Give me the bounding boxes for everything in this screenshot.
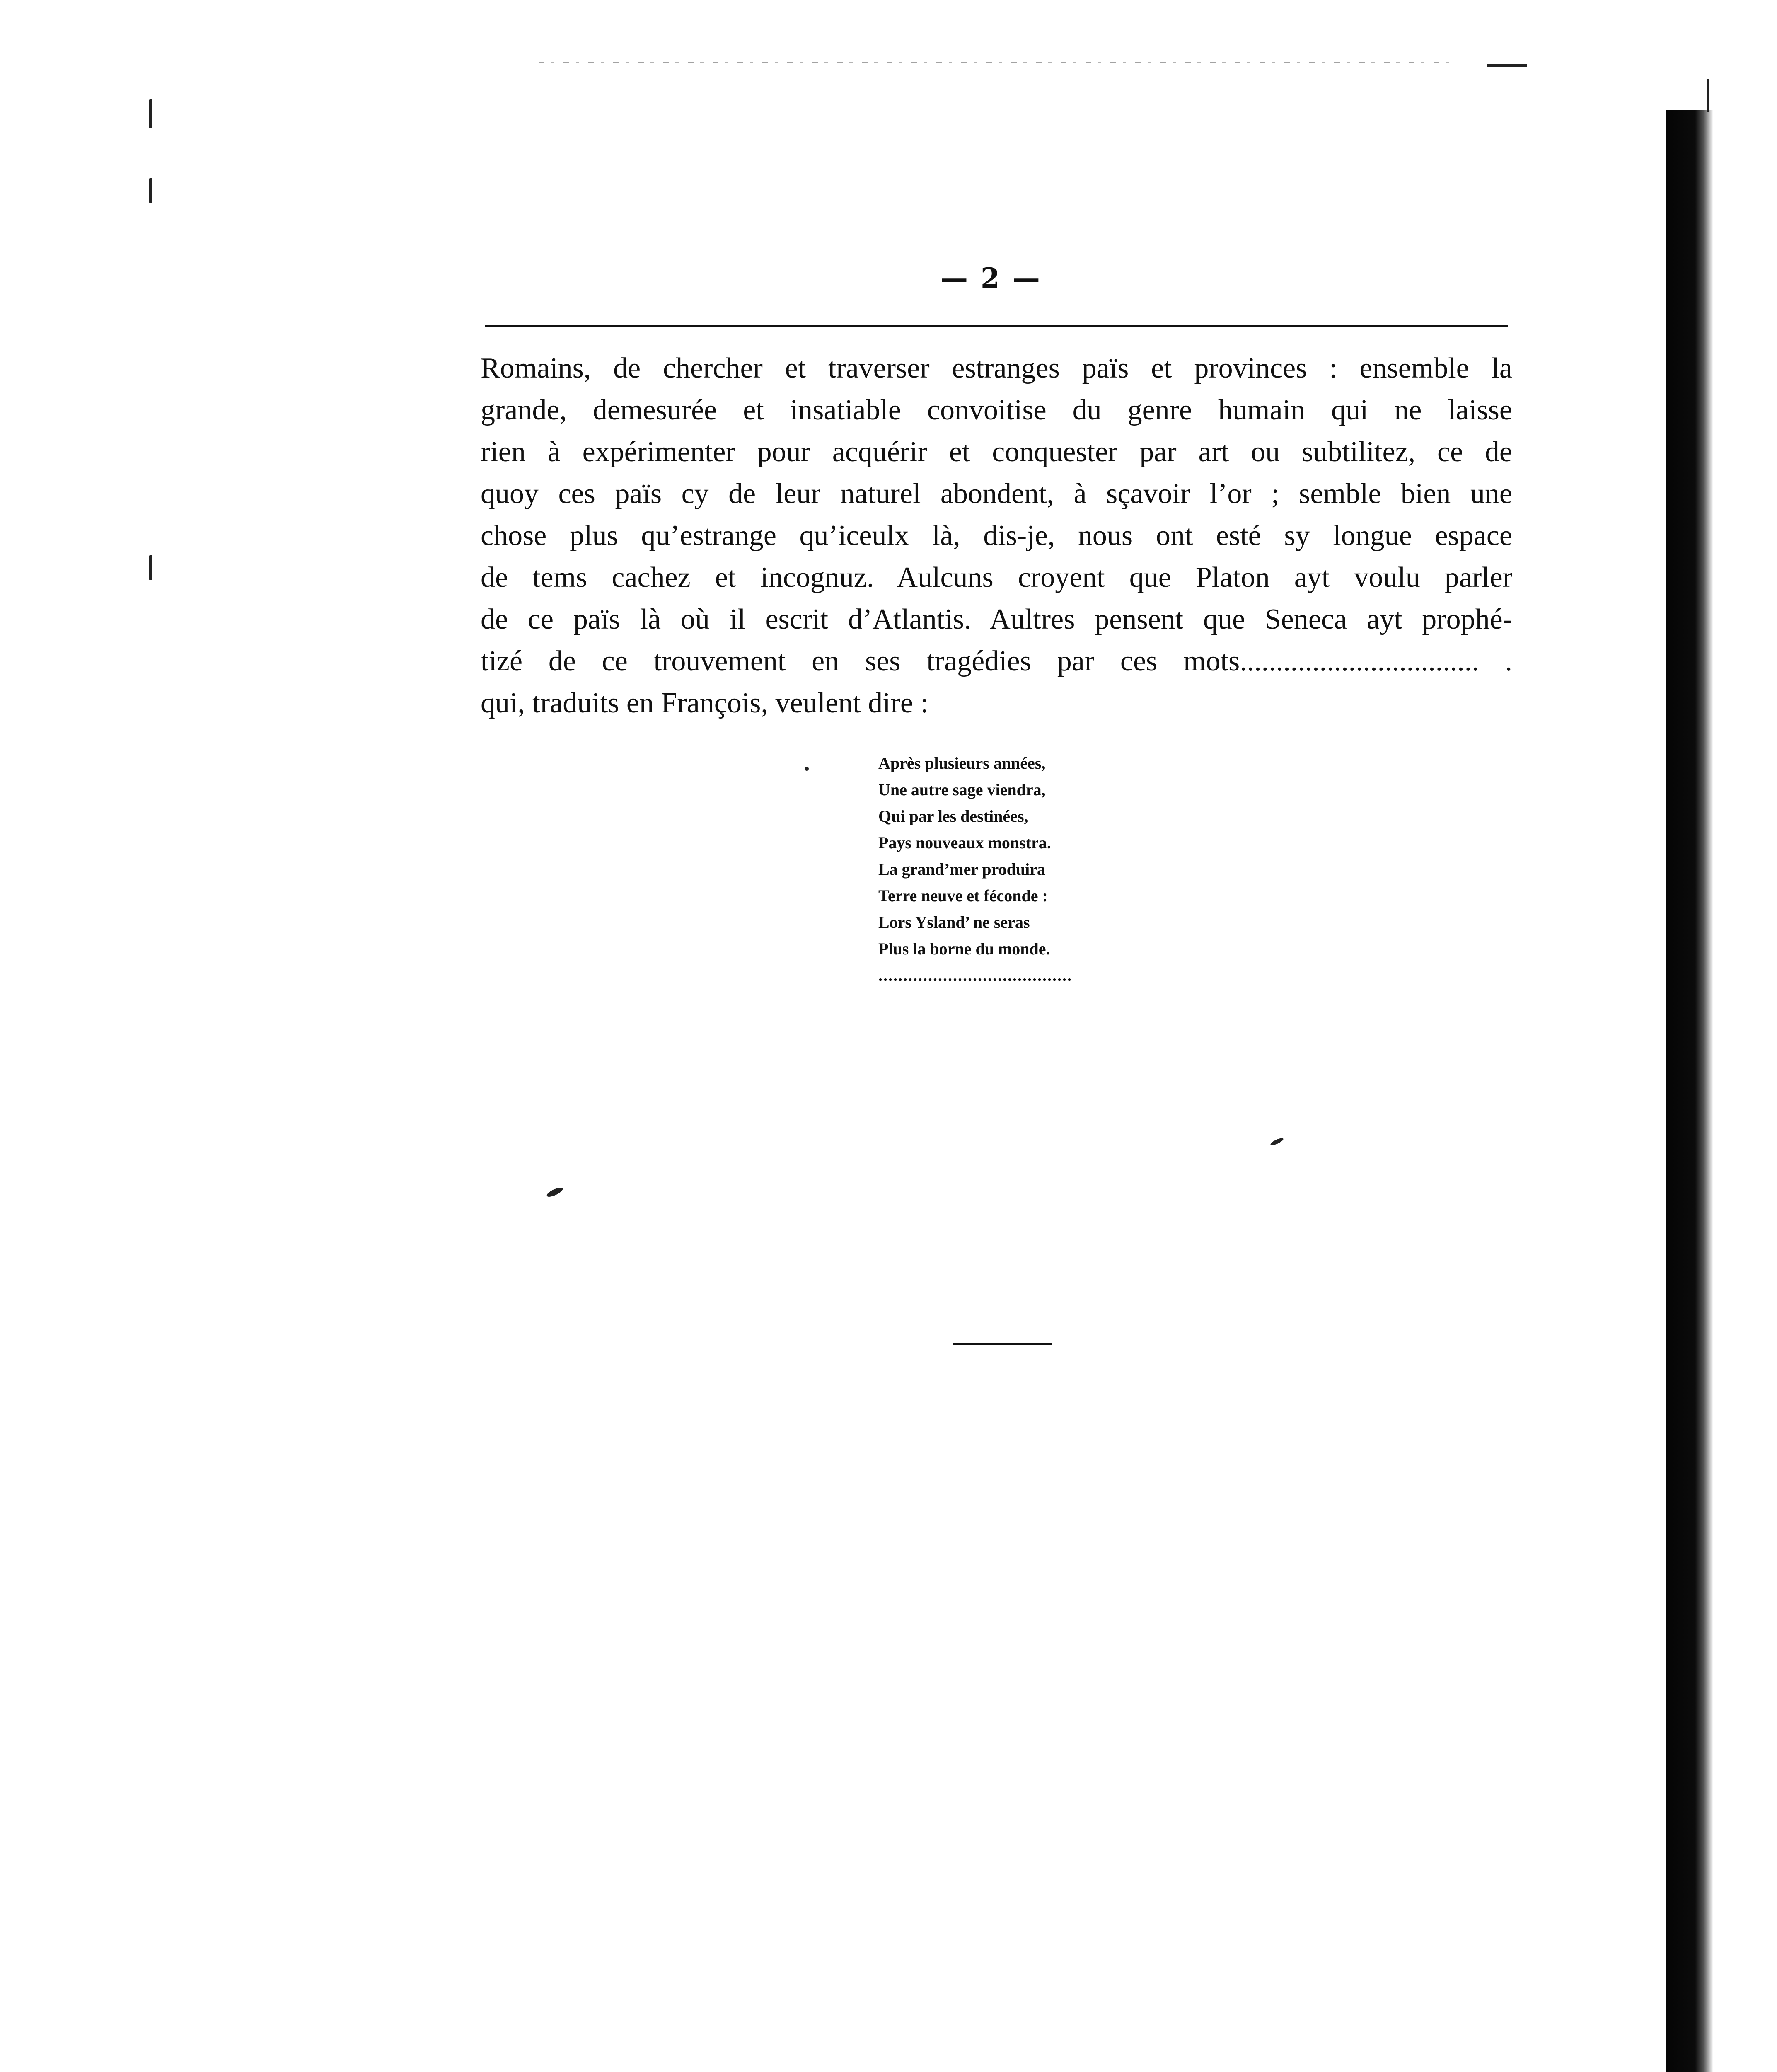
page-number: — 2 — xyxy=(940,262,1042,294)
poem-line: La grand’mer produira xyxy=(878,860,1045,879)
poem-line: Qui par les destinées, xyxy=(878,807,1028,825)
body-line: quoy ces païs cy de leur naturel abondent, à sçavoir l’or ; semble bien une xyxy=(481,478,1512,510)
scan-artifact-top xyxy=(539,62,1450,63)
body-line: tizé de ce trouvement en ses tragédies par ces mots................................. . xyxy=(481,645,1512,677)
end-rule xyxy=(953,1343,1052,1345)
page-edge-tick xyxy=(1707,79,1709,112)
body-line: Romains, de chercher et traverser estranges païs et provinces : ensemble la xyxy=(481,352,1512,384)
ink-speck xyxy=(149,555,152,580)
ink-speck xyxy=(805,767,809,771)
ink-speck xyxy=(149,99,152,128)
ink-speck xyxy=(546,1186,564,1198)
body-line: rien à expérimenter pour acquérir et conquester par art ou subtilitez, ce de xyxy=(481,436,1512,468)
poem-line: Plus la borne du monde. xyxy=(878,939,1050,958)
ink-speck xyxy=(1269,1137,1284,1146)
poem-ellipsis: ....................................... xyxy=(878,966,1072,985)
scan-artifact-dash xyxy=(1487,64,1527,67)
poem-line: Une autre sage viendra, xyxy=(878,780,1046,799)
poem-line: Lors Ysland’ ne seras xyxy=(878,913,1030,932)
body-line: grande, demesurée et insatiable convoitise du genre humain qui ne laisse xyxy=(481,394,1512,426)
poem-line: Pays nouveaux monstra. xyxy=(878,833,1051,852)
poem-line: Après plusieurs années, xyxy=(878,754,1046,772)
body-line: qui, traduits en François, veulent dire : xyxy=(481,687,928,719)
page-edge-shadow xyxy=(1666,110,1713,2072)
poem-verse xyxy=(878,750,1072,989)
header-rule xyxy=(485,325,1508,327)
body-line: de ce païs là où il escrit d’Atlantis. Aultres pensent que Seneca ayt prophé- xyxy=(481,603,1512,635)
poem-line: Terre neuve et féconde : xyxy=(878,886,1048,905)
ink-speck xyxy=(149,178,152,203)
body-line: chose plus qu’estrange qu’iceulx là, dis-je, nous ont esté sy longue espace xyxy=(481,520,1512,552)
body-paragraph xyxy=(481,347,1512,724)
body-line: de tems cachez et incognuz. Aulcuns croyent que Platon ayt voulu parler xyxy=(481,562,1512,593)
